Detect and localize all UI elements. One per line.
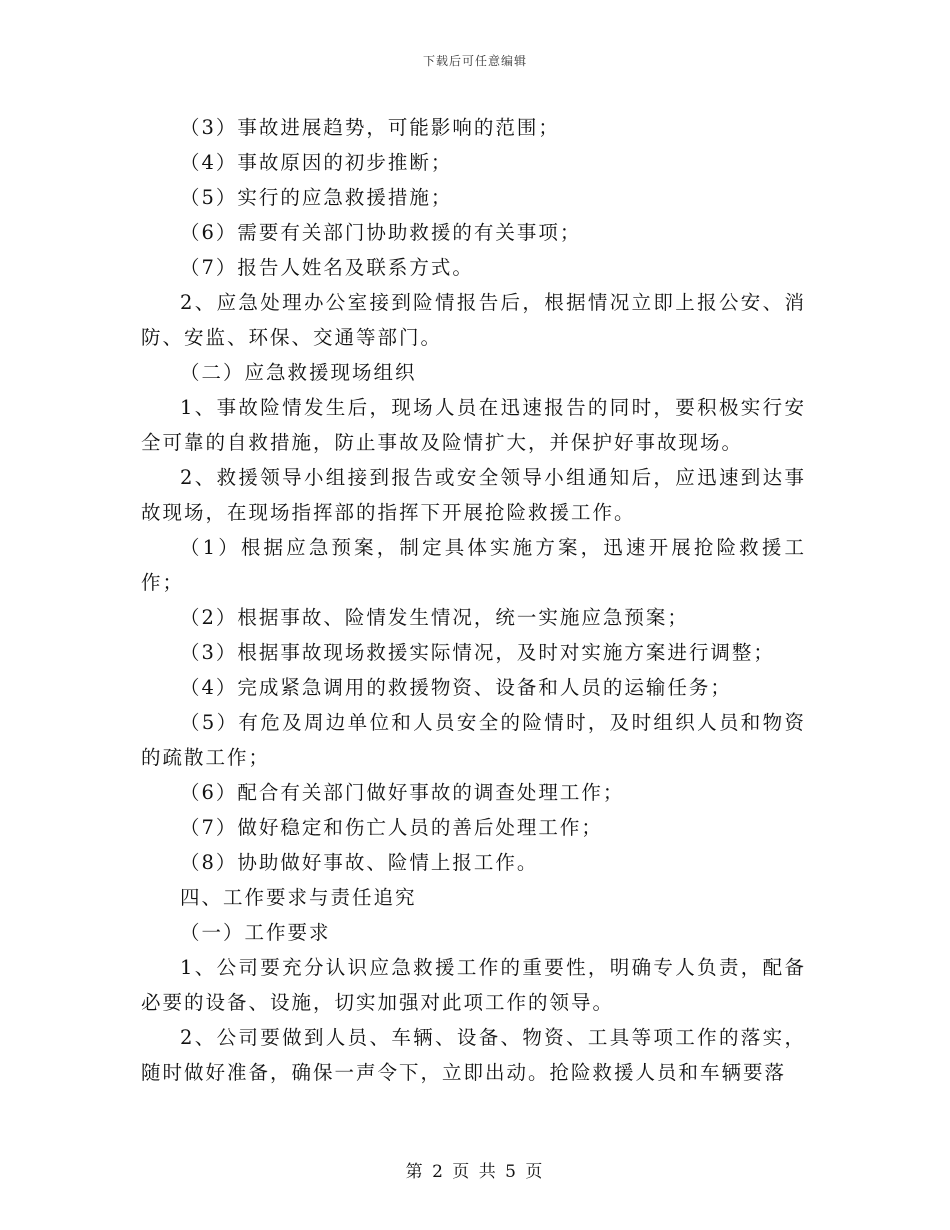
paragraph: （3）事故进展趋势，可能影响的范围；	[180, 116, 560, 139]
section-heading: （一）工作要求	[180, 921, 331, 944]
paragraph: （5）实行的应急救援措施；	[180, 186, 453, 209]
paragraph: （7）做好稳定和伤亡人员的善后处理工作；	[180, 816, 603, 839]
paragraph: 2、应急处理办公室接到险情报告后，根据情况立即上报公安、消防、安监、环保、交通等部门。	[141, 291, 806, 349]
paragraph: 1、事故险情发生后，现场人员在迅速报告的同时，要积极实行安全可靠的自救措施，防止事故及险情扩大，并保护好事故现场。	[141, 396, 806, 454]
paragraph: 2、公司要做到人员、车辆、设备、物资、工具等项工作的落实，随时做好准备，确保一声令下，立即出动。抢险救援人员和车辆要落	[141, 1026, 806, 1084]
paragraph: （3）根据事故现场救援实际情况，及时对实施方案进行调整；	[180, 641, 775, 664]
paragraph: （4）完成紧急调用的救援物资、设备和人员的运输任务；	[180, 676, 732, 699]
paragraph: （6）配合有关部门做好事故的调查处理工作；	[180, 781, 625, 804]
paragraph: （1）根据应急预案，制定具体实施方案，迅速开展抢险救援工作；	[141, 536, 806, 594]
section-heading: （二）应急救援现场组织	[180, 361, 417, 384]
paragraph: （6）需要有关部门协助救援的有关事项；	[180, 221, 582, 244]
paragraph: （2）根据事故、险情发生情况，统一实施应急预案；	[180, 606, 689, 629]
paragraph: （7）报告人姓名及联系方式。	[180, 256, 474, 279]
paragraph: （5）有危及周边单位和人员安全的险情时，及时组织人员和物资的疏散工作；	[141, 711, 806, 769]
paragraph: 1、公司要充分认识应急救援工作的重要性，明确专人负责，配备必要的设备、设施，切实加强对此项工作的领导。	[141, 956, 806, 1014]
document-body	[141, 110, 806, 1090]
paragraph: 2、救援领导小组接到报告或安全领导小组通知后，应迅速到达事故现场，在现场指挥部的指挥下开展抢险救援工作。	[141, 466, 806, 524]
section-heading: 四、工作要求与责任追究	[180, 886, 417, 909]
page-header-note: 下载后可任意编辑	[422, 54, 527, 68]
page-number: 第 2 页 共 5 页	[405, 1162, 545, 1182]
paragraph: （4）事故原因的初步推断；	[180, 151, 453, 174]
paragraph: （8）协助做好事故、险情上报工作。	[180, 851, 539, 874]
